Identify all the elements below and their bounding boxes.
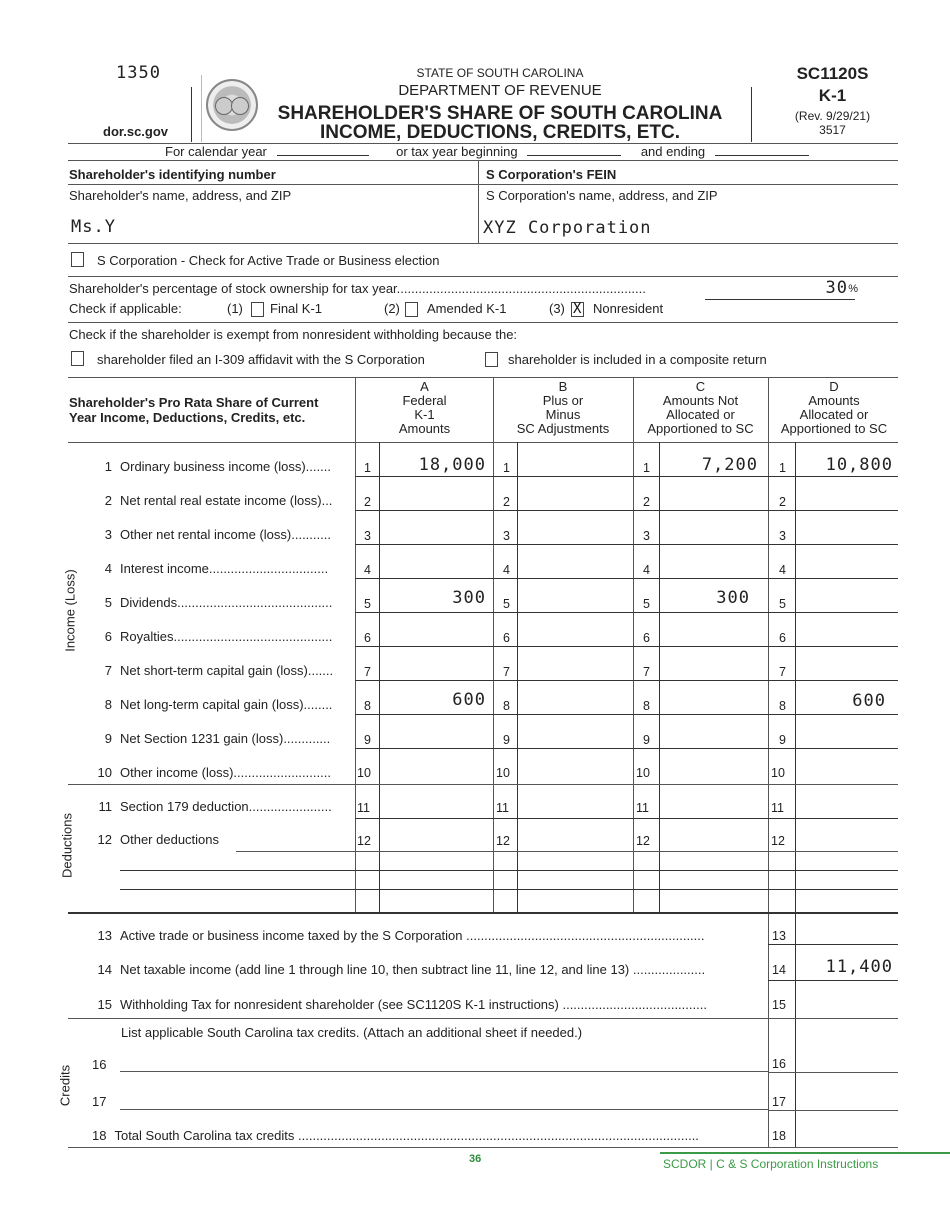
row-rule bbox=[355, 818, 898, 819]
line-3-box-c: 3 bbox=[643, 529, 650, 543]
i309-affidavit-label: shareholder filed an I-309 affidavit with the S Corporation bbox=[97, 352, 425, 367]
line-5-box-c: 5 bbox=[643, 597, 650, 611]
table-bottom-rule bbox=[68, 912, 898, 914]
active-trade-label: S Corporation - Check for Active Trade or Business election bbox=[97, 253, 440, 268]
composite-return-label: shareholder is included in a composite return bbox=[508, 352, 767, 367]
form-number: SC1120S bbox=[796, 64, 869, 83]
line-7-box-b: 7 bbox=[503, 665, 510, 679]
form-title-line1: SHAREHOLDER'S SHARE OF SOUTH CAROLINA bbox=[277, 103, 723, 124]
line-15-label: 15 Withholding Tax for nonresident shareholder (see SC1120S K-1 instructions) ........................................ bbox=[97, 997, 707, 1012]
form-sub: K-1 bbox=[818, 86, 847, 105]
line-5-box-a: 5 bbox=[364, 597, 371, 611]
line-7-box-a: 7 bbox=[364, 665, 371, 679]
col-d-box bbox=[795, 442, 796, 1148]
line-9-box-d: 9 bbox=[779, 733, 786, 747]
line-13-box: 13 bbox=[772, 929, 786, 943]
line-6-box-d: 6 bbox=[779, 631, 786, 645]
corporation-fein-field[interactable] bbox=[640, 165, 890, 183]
tax-year-beginning-field[interactable] bbox=[527, 145, 621, 156]
website: dor.sc.gov bbox=[103, 124, 169, 139]
header-divider-right bbox=[751, 87, 752, 142]
amended-k1-label: Amended K-1 bbox=[427, 301, 507, 316]
calendar-year-field[interactable] bbox=[277, 145, 369, 156]
line-11-box-b: 11 bbox=[496, 801, 509, 815]
row-rule bbox=[768, 1072, 898, 1073]
row-rule bbox=[120, 870, 898, 871]
nonresident-label: Nonresident bbox=[593, 301, 664, 316]
line-7-box-d: 7 bbox=[779, 665, 786, 679]
income-deductions-divider bbox=[68, 784, 898, 785]
row-rule bbox=[355, 544, 898, 545]
line-12-box-b: 12 bbox=[496, 834, 510, 848]
form-code: 1350 bbox=[116, 63, 161, 83]
line-1-col-d[interactable]: 10,800 bbox=[825, 455, 893, 475]
line-6-box-a: 6 bbox=[364, 631, 371, 645]
line-12-box-a: 12 bbox=[357, 834, 371, 848]
line-12-label: 12 Other deductions bbox=[97, 832, 220, 847]
other-deductions-field-3[interactable] bbox=[120, 872, 354, 889]
ownership-value: 30 bbox=[825, 278, 848, 298]
line-10-box-a: 10 bbox=[357, 766, 371, 780]
line-3-box-d: 3 bbox=[779, 529, 786, 543]
col-a-box bbox=[379, 442, 380, 912]
other-deductions-field-2[interactable] bbox=[120, 853, 354, 870]
line-1-box-b: 1 bbox=[503, 461, 510, 475]
line-14-value[interactable]: 11,400 bbox=[825, 957, 893, 977]
form-id: 3517 bbox=[819, 123, 846, 137]
final-k1-label: Final K-1 bbox=[270, 301, 323, 316]
amended-k1-checkbox[interactable] bbox=[405, 302, 418, 317]
row-rule bbox=[120, 889, 898, 890]
department-name: DEPARTMENT OF REVENUE bbox=[398, 82, 602, 99]
line-8-box-d: 8 bbox=[779, 699, 786, 713]
final-k1-num: (1) bbox=[227, 301, 243, 316]
composite-return-checkbox[interactable] bbox=[485, 352, 498, 367]
line-4-box-a: 4 bbox=[364, 563, 371, 577]
rule bbox=[68, 184, 898, 185]
line-3-label: 3 Other net rental income (loss)........... bbox=[104, 527, 331, 542]
line-5-col-c[interactable]: 300 bbox=[716, 588, 750, 608]
line-2-box-d: 2 bbox=[779, 495, 786, 509]
line-8-box-c: 8 bbox=[643, 699, 650, 713]
section-deductions-label: Deductions bbox=[59, 812, 75, 879]
line-8-col-a[interactable]: 600 bbox=[452, 690, 486, 710]
line-3-box-b: 3 bbox=[503, 529, 510, 543]
line-6-box-b: 6 bbox=[503, 631, 510, 645]
credits-top-rule bbox=[68, 1018, 898, 1019]
line-7-label: 7 Net short-term capital gain (loss)....... bbox=[104, 663, 334, 678]
line-8-label: 8 Net long-term capital gain (loss)........ bbox=[104, 697, 333, 712]
line-9-box-b: 9 bbox=[503, 733, 510, 747]
line-4-box-d: 4 bbox=[779, 563, 786, 577]
line-9-box-c: 9 bbox=[643, 733, 650, 747]
line-1-box-a: 1 bbox=[364, 461, 371, 475]
shareholder-id-field[interactable] bbox=[300, 165, 470, 183]
col-b-box bbox=[517, 442, 518, 912]
line-12-box-c: 12 bbox=[636, 834, 650, 848]
line-10-box-c: 10 bbox=[636, 766, 650, 780]
line-8-box-a: 8 bbox=[364, 699, 371, 713]
line-2-box-b: 2 bbox=[503, 495, 510, 509]
corporation-fein-label: S Corporation's FEIN bbox=[486, 167, 617, 182]
credits-intro: List applicable South Carolina tax credits. (Attach an additional sheet if needed.) bbox=[121, 1025, 583, 1040]
line-1-label: 1 Ordinary business income (loss)....... bbox=[104, 459, 331, 474]
percent-sign: % bbox=[848, 283, 858, 295]
line-11-box-c: 11 bbox=[636, 801, 649, 815]
header-bottom-rule bbox=[68, 442, 898, 443]
row-rule bbox=[355, 680, 898, 681]
column-a-header: A Federal K-1 Amounts bbox=[398, 379, 451, 436]
line-13-label: 13 Active trade or business income taxed by the S Corporation .................................................................. bbox=[97, 928, 705, 943]
shareholder-id-label: Shareholder's identifying number bbox=[69, 167, 276, 182]
form-revision: (Rev. 9/29/21) bbox=[794, 109, 871, 123]
line-1-box-d: 1 bbox=[779, 461, 786, 475]
table-top-rule bbox=[68, 377, 898, 378]
row-rule bbox=[355, 714, 898, 715]
line-8-box-b: 8 bbox=[503, 699, 510, 713]
line-7-box-c: 7 bbox=[643, 665, 650, 679]
line-16-box: 16 bbox=[772, 1057, 786, 1071]
row-rule bbox=[355, 646, 898, 647]
line-3-box-a: 3 bbox=[364, 529, 371, 543]
line-12-box-d: 12 bbox=[771, 834, 785, 848]
header-divider-seal bbox=[201, 75, 202, 142]
line-15-box: 15 bbox=[772, 998, 786, 1012]
rule bbox=[68, 322, 898, 323]
i309-affidavit-checkbox[interactable] bbox=[71, 351, 84, 366]
line-9-box-a: 9 bbox=[364, 733, 371, 747]
line-16-num: 16 bbox=[92, 1057, 107, 1072]
line-17-description-field[interactable] bbox=[120, 1093, 768, 1110]
ownership-label: Shareholder's percentage of stock ownership for tax year..................................................................... bbox=[69, 281, 646, 296]
footer-accent-rule bbox=[660, 1152, 950, 1154]
line-18-box: 18 bbox=[772, 1129, 786, 1143]
col-d-left bbox=[768, 377, 769, 1148]
line-16-description-field[interactable] bbox=[120, 1055, 768, 1072]
line-10-label: 10 Other income (loss)........................... bbox=[97, 765, 331, 780]
section-income-label: Income (Loss) bbox=[62, 569, 78, 652]
line-1-box-c: 1 bbox=[643, 461, 650, 475]
col-c-left bbox=[633, 377, 634, 912]
line-4-label: 4 Interest income................................. bbox=[104, 561, 329, 576]
page-number: 36 bbox=[469, 1153, 482, 1165]
id-column-divider bbox=[478, 160, 479, 243]
row-rule bbox=[236, 851, 898, 852]
nonresident-num: (3) bbox=[549, 301, 565, 316]
line-11-box-a: 11 bbox=[357, 801, 370, 815]
form-title-line2: INCOME, DEDUCTIONS, CREDITS, ETC. bbox=[320, 122, 680, 143]
column-c-header: C Amounts Not Allocated or Apportioned to SC bbox=[647, 379, 754, 436]
row-rule bbox=[768, 980, 898, 981]
line-14-label: 14 Net taxable income (add line 1 through line 10, then subtract line 11, line 12, and line 13) .................... bbox=[97, 962, 706, 977]
tax-year-beginning-label: or tax year beginning bbox=[396, 144, 518, 159]
row-rule bbox=[768, 1110, 898, 1111]
shareholder-name-field[interactable]: Ms.Y bbox=[71, 217, 116, 237]
line-2-label: 2 Net rental real estate income (loss)... bbox=[104, 493, 333, 508]
rule bbox=[68, 160, 898, 161]
line-2-box-a: 2 bbox=[364, 495, 371, 509]
line-4-box-c: 4 bbox=[643, 563, 650, 577]
nonresident-checkbox[interactable] bbox=[571, 302, 584, 317]
line-1-col-c[interactable]: 7,200 bbox=[701, 455, 758, 475]
line-5-label: 5 Dividends........................................... bbox=[104, 595, 333, 610]
state-name: STATE OF SOUTH CAROLINA bbox=[416, 66, 584, 80]
line-4-box-b: 4 bbox=[503, 563, 510, 577]
line-17-box: 17 bbox=[772, 1095, 786, 1109]
line-9-label: 9 Net Section 1231 gain (loss)............. bbox=[104, 731, 331, 746]
ownership-field[interactable] bbox=[705, 278, 858, 300]
table-title: Shareholder's Pro Rata Share of Current Year Income, Deductions, Credits, etc. bbox=[69, 395, 319, 425]
form-bottom-rule bbox=[68, 1147, 898, 1148]
shareholder-name-label: Shareholder's name, address, and ZIP bbox=[69, 188, 292, 203]
line-14-box: 14 bbox=[772, 963, 786, 977]
col-b-left bbox=[493, 377, 494, 912]
header-divider-left bbox=[191, 87, 192, 142]
line-5-box-b: 5 bbox=[503, 597, 510, 611]
row-rule bbox=[355, 510, 898, 511]
col-a-left bbox=[355, 377, 356, 912]
applicable-label: Check if applicable: bbox=[69, 301, 182, 316]
rule bbox=[68, 243, 898, 244]
row-rule bbox=[355, 476, 898, 477]
calendar-year-label: For calendar year bbox=[165, 144, 267, 159]
row-rule bbox=[355, 578, 898, 579]
line-17-num: 17 bbox=[92, 1094, 107, 1109]
tax-year-ending-label: and ending bbox=[640, 144, 706, 159]
line-11-box-d: 11 bbox=[771, 801, 784, 815]
col-c-box bbox=[659, 442, 660, 912]
row-rule bbox=[355, 612, 898, 613]
other-deductions-field-1[interactable] bbox=[236, 836, 354, 851]
tax-year-ending-field[interactable] bbox=[715, 145, 809, 156]
exempt-label: Check if the shareholder is exempt from nonresident withholding because the: bbox=[69, 327, 518, 342]
section-credits-label: Credits bbox=[57, 1064, 73, 1107]
footer-source: SCDOR | C & S Corporation Instructions bbox=[663, 1157, 879, 1171]
column-d-header: D Amounts Allocated or Apportioned to SC bbox=[780, 379, 888, 436]
tax-year-row bbox=[165, 144, 809, 159]
row-rule bbox=[355, 748, 898, 749]
amended-k1-num: (2) bbox=[384, 301, 400, 316]
line-10-box-b: 10 bbox=[496, 766, 510, 780]
corporation-name-field[interactable]: XYZ Corporation bbox=[483, 218, 652, 238]
line-5-col-a[interactable]: 300 bbox=[452, 588, 486, 608]
line-6-box-c: 6 bbox=[643, 631, 650, 645]
active-trade-checkbox[interactable] bbox=[71, 252, 84, 267]
line-1-col-a[interactable]: 18,000 bbox=[418, 455, 486, 475]
final-k1-checkbox[interactable] bbox=[251, 302, 264, 317]
rule bbox=[68, 276, 898, 277]
row-rule bbox=[768, 944, 898, 945]
line-18-label: 18 Total South Carolina tax credits ............................................................................................................... bbox=[92, 1128, 699, 1143]
line-2-box-c: 2 bbox=[643, 495, 650, 509]
column-b-header: B Plus or Minus SC Adjustments bbox=[516, 379, 610, 436]
line-6-label: 6 Royalties............................................ bbox=[104, 629, 333, 644]
line-11-label: 11 Section 179 deduction....................... bbox=[98, 799, 332, 814]
line-8-col-d[interactable]: 600 bbox=[852, 691, 886, 711]
line-5-box-d: 5 bbox=[779, 597, 786, 611]
corporation-name-label: S Corporation's name, address, and ZIP bbox=[486, 188, 718, 203]
line-10-box-d: 10 bbox=[771, 766, 785, 780]
